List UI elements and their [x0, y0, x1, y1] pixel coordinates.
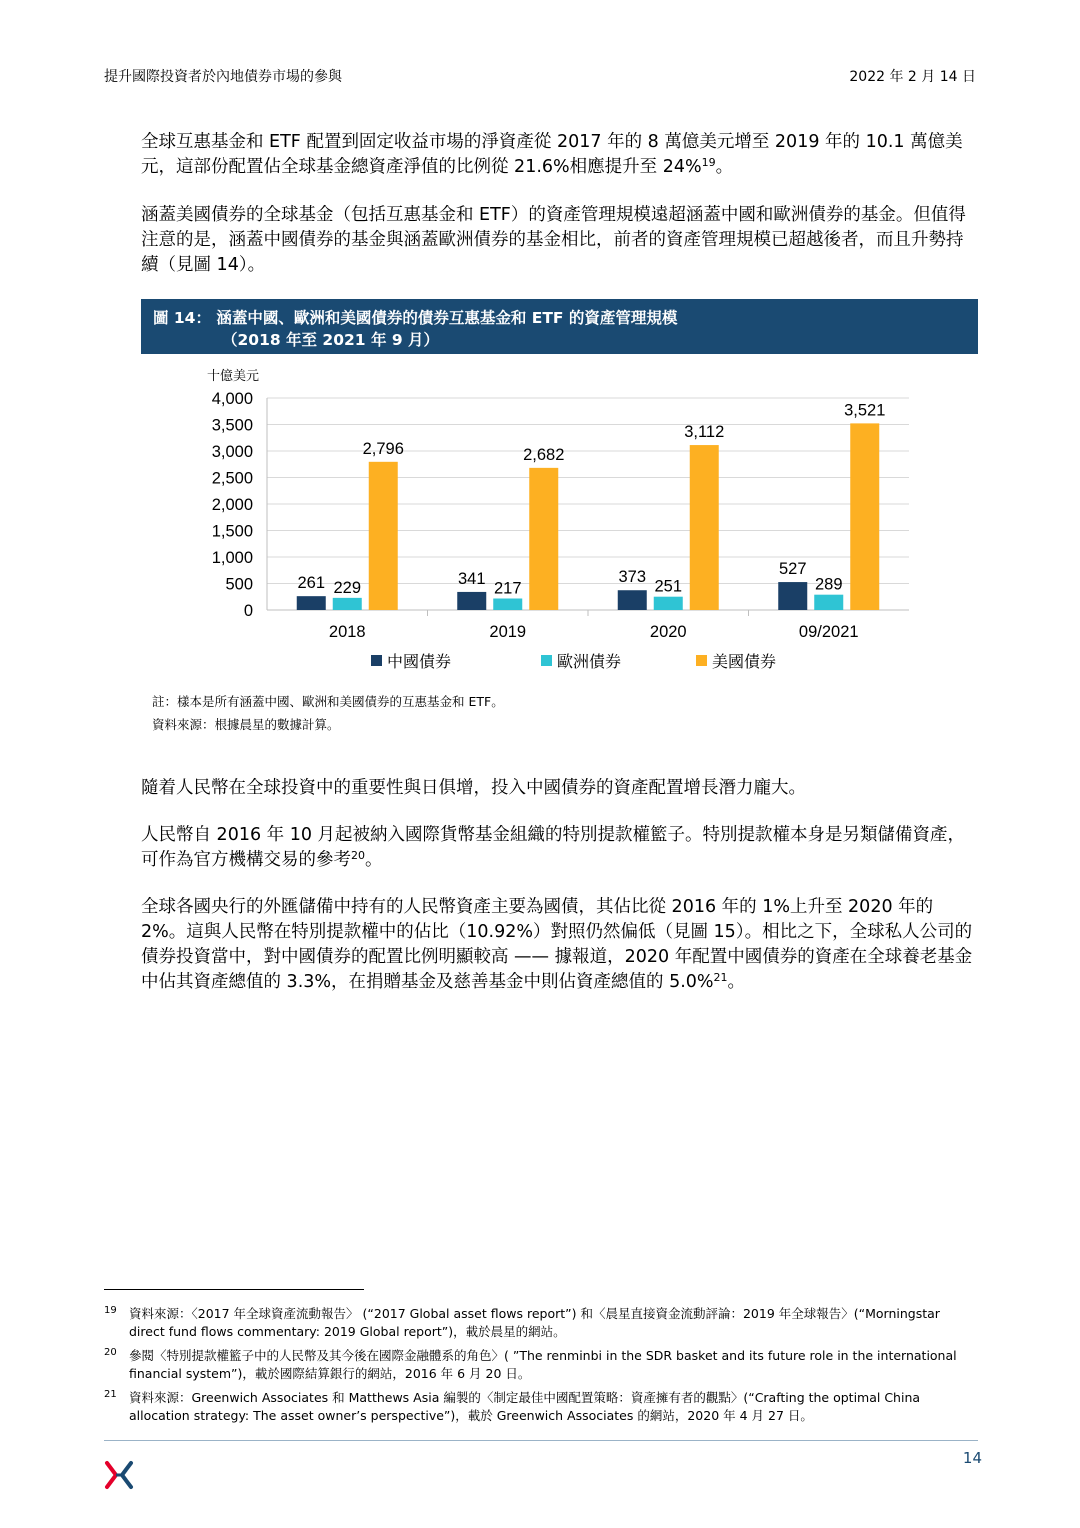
paragraph-2: 涵蓋美國債券的全球基金（包括互惠基金和 ETF）的資產管理規模遠超涵蓋中國和歐洲債券的基金。但值得注意的是，涵蓋中國債券的基金與涵蓋歐洲債券的基金相比，前者的資產管理規模已超越後者，而且升勢持續（見圖 14）。	[141, 205, 966, 275]
page-number: 14	[962, 1449, 982, 1467]
paragraph-1-end: 。	[715, 157, 734, 177]
footnote-text: 資料來源：Greenwich Associates 和 Matthews Asia 編製的〈制定最佳中國配置策略：資產擁有者的觀點〉(“Crafting the optimal China allocation strategy: The asset owner’s perspective”)，載於 Greenwich Associates 的網站，2020 年 4 月 27 日。	[129, 1390, 921, 1423]
footnote-ref-21[interactable]: 21	[713, 971, 728, 984]
figure-note: 註：樣本是所有涵蓋中國、歐洲和美國債券的互惠基金和 ETF。	[152, 694, 504, 709]
paragraph-5	[141, 895, 978, 995]
y-tick-label: 500	[225, 575, 253, 594]
legend-label: 美國債券	[712, 652, 777, 671]
figure-title-line2: （2018 年至 2021 年 9 月）	[222, 331, 440, 349]
data-label: 2,682	[523, 445, 565, 464]
data-label: 229	[333, 578, 362, 597]
paragraph-4-text: 人民幣自 2016 年 10 月起被納入國際貨幣基金組織的特別提款權籃子。特別提款權本身是另類儲備資產，可作為官方機構交易的參考	[141, 825, 966, 870]
legend-swatch	[541, 655, 552, 666]
footnote-text: 參閱〈特別提款權籃子中的人民幣及其今後在國際金融體系的角色〉( ”The renminbi in the SDR basket and its future role in the international financial system”)，載於國際結算銀行的網站，2016 年 6 月 20 日。	[129, 1348, 957, 1381]
bar	[618, 590, 647, 610]
data-label: 3,521	[844, 401, 886, 420]
data-label: 289	[814, 575, 843, 594]
y-tick-label: 1,000	[211, 549, 253, 567]
y-tick-label: 3,000	[211, 443, 253, 461]
figure-source: 資料來源：根據晨星的數據計算。	[152, 717, 340, 732]
footer-divider	[104, 1440, 978, 1441]
footnote-number: 21	[104, 1389, 117, 1400]
paragraph-5-end: 。	[727, 972, 746, 992]
bar-chart	[141, 362, 978, 682]
y-tick-label: 0	[243, 602, 253, 620]
y-tick-label: 3,500	[211, 416, 253, 435]
header-title: 提升國際投資者於內地債券市場的參與	[104, 69, 342, 85]
bar	[333, 598, 362, 610]
data-label: 527	[778, 560, 807, 579]
data-label: 2,796	[362, 439, 404, 458]
data-label: 373	[618, 568, 647, 587]
figure-title-line1: 圖 14： 涵蓋中國、歐洲和美國債券的債券互惠基金和 ETF 的資產管理規模	[153, 309, 678, 327]
legend-label: 中國債券	[387, 652, 452, 671]
header-date: 2022 年 2 月 14 日	[849, 69, 976, 85]
bar	[690, 445, 719, 610]
figure-title-bar	[141, 299, 978, 354]
hkex-logo-icon	[104, 1460, 134, 1490]
bar	[297, 596, 326, 610]
y-tick-label: 2,000	[211, 496, 253, 514]
x-tick-label: 09/2021	[798, 623, 859, 641]
footnote-19	[104, 1305, 978, 1341]
data-label: 3,112	[684, 423, 725, 442]
y-tick-label: 1,500	[211, 522, 253, 541]
footnote-21	[104, 1389, 978, 1425]
data-label: 251	[654, 577, 683, 596]
paragraph-4	[141, 823, 978, 873]
footnote-divider	[104, 1289, 364, 1290]
bar	[778, 582, 807, 610]
data-label: 261	[297, 574, 326, 593]
bar	[654, 597, 683, 610]
paragraph-3: 隨着人民幣在全球投資中的重要性與日俱增，投入中國債券的資產配置增長潛力龐大。	[141, 778, 806, 798]
x-tick-label: 2018	[328, 623, 366, 641]
bar	[457, 592, 486, 610]
legend-swatch	[371, 655, 382, 666]
bar	[493, 598, 522, 610]
bar	[850, 423, 879, 610]
footnote-number: 20	[104, 1347, 117, 1358]
y-tick-label: 4,000	[211, 390, 253, 408]
paragraph-1	[141, 130, 978, 180]
footnote-ref-20[interactable]: 20	[351, 849, 365, 862]
bar	[369, 462, 398, 610]
legend-label: 歐洲債券	[557, 652, 622, 671]
x-tick-label: 2019	[489, 623, 527, 641]
footnote-text: 資料來源：〈2017 年全球資產流動報告〉 (“2017 Global asset flows report”) 和〈晨星直接資金流動評論：2019 年全球報告〉(“Morningstar direct fund flows commentary: 2019 Global report”)，載於晨星的網站。	[129, 1306, 940, 1339]
y-tick-label: 2,500	[211, 469, 253, 488]
footnote-number: 19	[104, 1305, 117, 1316]
y-axis-unit-label: 十億美元	[207, 368, 260, 383]
bar	[529, 468, 558, 610]
footnote-20	[104, 1347, 978, 1383]
x-tick-label: 2020	[649, 623, 687, 641]
legend-swatch	[696, 655, 707, 666]
paragraph-5-text: 全球各國央行的外匯儲備中持有的人民幣資產主要為國債，其佔比從 2016 年的 1%上升至 2020 年的 2%。這與人民幣在特別提款權中的佔比（10.92%）對照仍然偏低（見圖 15）。相比之下，全球私人公司的債券投資當中，對中國債券的配置比例明顯較高 —— 據報道，2020 年配置中國債券的資產在全球養老基金中佔其資產總值的 3.3%，在捐贈基金及慈善基金中則佔資產總值的 5.0%	[141, 897, 973, 992]
bar	[814, 595, 843, 610]
data-label: 341	[457, 569, 486, 588]
paragraph-1-text: 全球互惠基金和 ETF 配置到固定收益市場的淨資產從 2017 年的 8 萬億美元增至 2019 年的 10.1 萬億美元，這部份配置佔全球基金總資產淨值的比例從 21.6%相應提升至 24%	[141, 132, 963, 177]
footnote-ref-19[interactable]: 19	[701, 156, 716, 169]
data-label: 217	[493, 579, 522, 598]
paragraph-4-end: 。	[365, 850, 383, 870]
